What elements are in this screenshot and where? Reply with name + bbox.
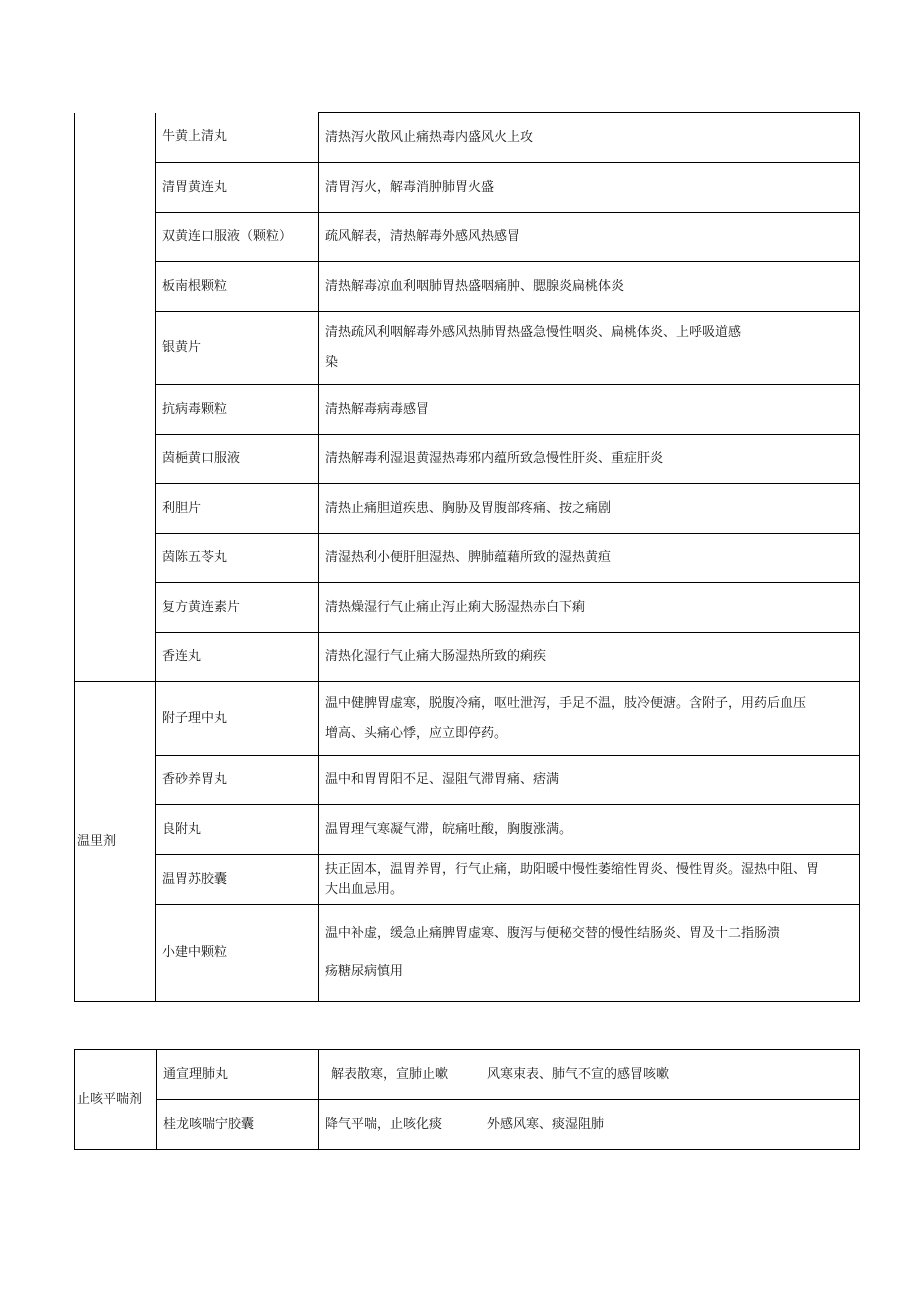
drug-description: 清胃泻火，解毒消肿肺胃火盛 bbox=[319, 163, 860, 213]
table-row bbox=[75, 484, 860, 534]
drug-description bbox=[319, 312, 860, 385]
table-row bbox=[75, 163, 860, 213]
table-row bbox=[75, 905, 860, 1002]
description-line: 增高、头痛心悸，应立即停药。 bbox=[325, 725, 508, 741]
drug-name: 利胆片 bbox=[156, 484, 319, 534]
table-row bbox=[75, 682, 860, 756]
drug-name: 银黄片 bbox=[156, 312, 319, 385]
drug-name: 茵梔黄口服液 bbox=[156, 435, 319, 484]
drug-name: 板南根颗粒 bbox=[156, 262, 319, 312]
table-row bbox=[75, 262, 860, 312]
drug-name: 附子理中丸 bbox=[156, 682, 319, 756]
formula-table-2 bbox=[74, 1049, 860, 1150]
drug-description: 疏风解表，清热解毒外感风热感冒 bbox=[319, 213, 860, 262]
table-row bbox=[75, 534, 860, 583]
drug-description: 温中和胃胃阳不足、湿阻气滞胃痛、痞满 bbox=[319, 756, 860, 805]
drug-description: 清热解毒利湿退黄湿热毒邪内蕴所致急慢性肝炎、重症肝炎 bbox=[319, 435, 860, 484]
table-row bbox=[75, 756, 860, 805]
drug-description: 清湿热利小便肝胆湿热、脾肺蕴藉所致的湿热黄疸 bbox=[319, 534, 860, 583]
table-row bbox=[75, 583, 860, 633]
drug-name: 小建中颗粒 bbox=[156, 905, 319, 1002]
drug-description bbox=[319, 855, 860, 905]
description-line: 疡糖尿病慎用 bbox=[325, 964, 404, 979]
drug-description: 清热止痛胆道疾患、胸胁及胃腹部疼痛、按之痛剧 bbox=[319, 484, 860, 534]
category-cell: 温里剂 bbox=[75, 682, 156, 1002]
category-cell bbox=[75, 113, 156, 682]
drug-name: 香砂养胃丸 bbox=[156, 756, 319, 805]
drug-description bbox=[319, 682, 860, 756]
drug-description: 清热化湿行气止痛大肠湿热所致的痢疾 bbox=[319, 633, 860, 682]
table-row bbox=[75, 805, 860, 855]
table-row bbox=[75, 855, 860, 905]
description-line: 温中健脾胃虚寒，脱腹冷痛，呕吐泄泻，手足不温，肢冷便溏。含附子，用药后血压 bbox=[325, 695, 807, 711]
drug-name: 通宣理肺丸 bbox=[157, 1050, 319, 1100]
drug-description: 清热泻火散风止痛热毒内盛风火上攻 bbox=[319, 113, 860, 163]
drug-name: 牛黄上清丸 bbox=[156, 113, 319, 163]
formula-table-1 bbox=[74, 112, 860, 1002]
drug-description bbox=[319, 1050, 860, 1100]
table-row bbox=[75, 213, 860, 262]
drug-name: 香连丸 bbox=[156, 633, 319, 682]
effect-text: 降气平喘，止咳化痰 bbox=[325, 1116, 443, 1132]
drug-name: 双黄连口服液（颗粒） bbox=[156, 213, 319, 262]
drug-description bbox=[319, 905, 860, 1002]
table-row bbox=[75, 633, 860, 682]
description-line: 清热疏风利咽解毒外感风热肺胃热盛急慢性咽炎、扁桃体炎、上呼吸道感 bbox=[325, 325, 742, 340]
category-cell: 止咳平喘剂 bbox=[75, 1050, 157, 1150]
drug-name: 复方黄连素片 bbox=[156, 583, 319, 633]
drug-description: 清热解毒凉血利咽肺胃热盛咽痛肿、腮腺炎扁桃体炎 bbox=[319, 262, 860, 312]
table-row bbox=[75, 435, 860, 484]
description-line: 温中补虚，缓急止痛脾胃虚寒、腹泻与便秘交替的慢性结肠炎、胃及十二指肠溃 bbox=[325, 926, 781, 941]
table-row bbox=[75, 385, 860, 435]
description-line: 染 bbox=[325, 355, 339, 370]
table-row bbox=[75, 113, 860, 163]
table-row bbox=[75, 312, 860, 385]
effect-text: 解表散寒，宣肺止嗽 bbox=[331, 1066, 449, 1082]
drug-name: 抗病毒颗粒 bbox=[156, 385, 319, 435]
drug-name: 茵陈五苓丸 bbox=[156, 534, 319, 583]
drug-description bbox=[319, 1100, 860, 1150]
indication-text: 风寒束表、肺气不宣的感冒咳嗽 bbox=[487, 1066, 670, 1082]
table-row bbox=[75, 1050, 860, 1100]
drug-description: 清热解毒病毒感冒 bbox=[319, 385, 860, 435]
drug-name: 温胃苏胶囊 bbox=[156, 855, 319, 905]
table-row bbox=[75, 1100, 860, 1150]
drug-description: 清热燥湿行气止痛止泻止痢大肠湿热赤白下痢 bbox=[319, 583, 860, 633]
drug-name: 清胃黄连丸 bbox=[156, 163, 319, 213]
drug-name: 良附丸 bbox=[156, 805, 319, 855]
description-line: 扶正固本，温胃养胃，行气止痛，助阳暖中慢性萎缩性胃炎、慢性胃炎。湿热中阻、胃 bbox=[325, 861, 820, 877]
drug-name: 桂龙咳喘宁胶囊 bbox=[157, 1100, 319, 1150]
description-line: 大出血忌用。 bbox=[325, 881, 404, 897]
indication-text: 外感风寒、痰湿阻肺 bbox=[487, 1116, 605, 1132]
drug-description: 温胃理气寒凝气滞，皖痛吐酸，胸腹涨满。 bbox=[319, 805, 860, 855]
